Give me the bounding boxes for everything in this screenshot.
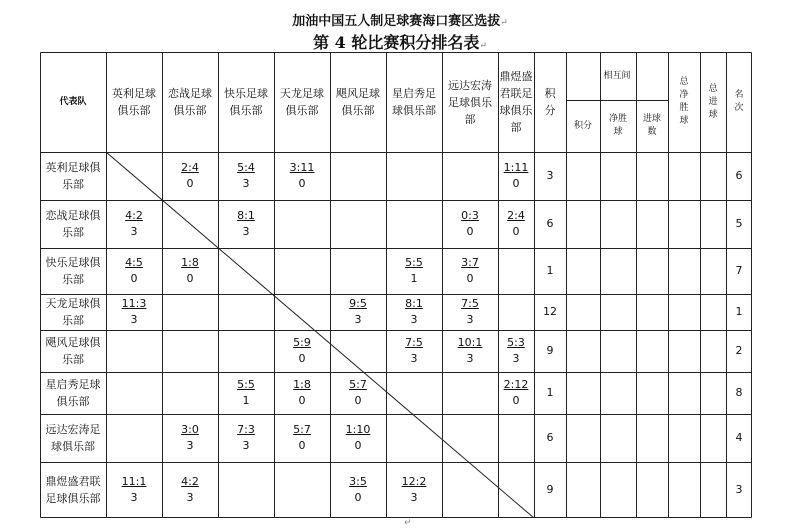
- row-points-value: 3: [546, 169, 554, 182]
- header-team-name: 鼎煜盛君联足球俱乐部: [499, 70, 533, 134]
- match-points: 3: [242, 439, 250, 452]
- match-points: 0: [466, 225, 474, 238]
- header-team-name: 天龙足球俱乐部: [280, 87, 324, 117]
- row-rank-value: 6: [735, 169, 743, 182]
- row-team-label: 恋战足球俱乐部: [45, 209, 101, 239]
- match-score: 1:10: [345, 423, 371, 436]
- match-score: 4:2: [125, 209, 143, 222]
- row-points-value: 9: [546, 483, 554, 496]
- row-points-value: 1: [546, 264, 554, 277]
- row-team-label: 远达宏涛足球俱乐部: [45, 423, 101, 453]
- match-points: 0: [298, 394, 306, 407]
- match-points: 0: [354, 394, 362, 407]
- row-rank-value: 2: [735, 344, 743, 357]
- header-h2h-sub-label: 进球数: [642, 114, 661, 137]
- match-score: 7:3: [237, 423, 255, 436]
- match-score: 5:9: [293, 336, 311, 349]
- match-score: 3:11: [289, 161, 315, 174]
- match-score: 5:3: [507, 336, 525, 349]
- match-score: 5:7: [293, 423, 311, 436]
- match-score: 9:5: [349, 297, 367, 310]
- match-score: 2:12: [503, 378, 529, 391]
- match-points: 3: [186, 439, 194, 452]
- header-team-name: 远达宏涛足球俱乐部: [448, 78, 492, 126]
- row-team-label: 英利足球俱乐部: [45, 161, 101, 191]
- header-team-name: 快乐足球俱乐部: [224, 87, 268, 117]
- header-h2h-label: 相互间: [603, 70, 631, 81]
- document-title: 加油中国五人制足球赛海口赛区选拔↵: [292, 14, 508, 29]
- table-gridlines: [40, 52, 752, 518]
- match-points: 3: [130, 491, 138, 504]
- row-rank-value: 5: [735, 217, 743, 230]
- match-points: 0: [130, 272, 138, 285]
- document-subtitle: 第 4 轮比赛积分排名表↵: [313, 33, 487, 52]
- match-score: 8:1: [405, 297, 423, 310]
- row-rank-value: 3: [735, 483, 743, 496]
- header-team-name: 星启秀足球俱乐部: [392, 87, 436, 117]
- match-score: 7:5: [461, 297, 479, 310]
- row-points-value: 6: [546, 217, 554, 230]
- row-team-label: 星启秀足球俱乐部: [45, 378, 101, 408]
- header-h2h-sub-label: 积分: [573, 120, 592, 131]
- match-score: 3:7: [461, 256, 479, 269]
- match-points: 3: [410, 491, 418, 504]
- match-points: 0: [186, 272, 194, 285]
- match-points: 0: [354, 491, 362, 504]
- match-score: 1:8: [293, 378, 311, 391]
- row-points-value: 9: [546, 344, 554, 357]
- header-rank-label: 名次: [734, 90, 744, 113]
- paragraph-mark: ↵: [404, 518, 412, 528]
- match-points: 3: [242, 225, 250, 238]
- match-score: 4:2: [181, 475, 199, 488]
- match-points: 0: [466, 272, 474, 285]
- match-points: 1: [410, 272, 418, 285]
- header-h2h-sub-label: 净胜球: [608, 114, 627, 137]
- match-points: 3: [130, 225, 138, 238]
- match-score: 5:4: [237, 161, 255, 174]
- row-points-value: 12: [543, 305, 557, 318]
- header-total-gd-label: 总净胜球: [679, 77, 689, 126]
- match-points: 0: [512, 225, 520, 238]
- match-score: 5:5: [405, 256, 423, 269]
- header-team-name: 英利足球俱乐部: [112, 87, 156, 117]
- row-team-label: 快乐足球俱乐部: [45, 256, 101, 286]
- match-points: 1: [242, 394, 250, 407]
- match-score: 1:11: [503, 161, 529, 174]
- match-points: 0: [512, 394, 520, 407]
- match-score: 2:4: [181, 161, 199, 174]
- match-score: 2:4: [507, 209, 525, 222]
- row-rank-value: 8: [735, 386, 743, 399]
- match-score: 5:7: [349, 378, 367, 391]
- match-score: 4:5: [125, 256, 143, 269]
- header-team-name: 恋战足球俱乐部: [168, 87, 212, 117]
- match-points: 3: [410, 313, 418, 326]
- match-score: 11:1: [121, 475, 147, 488]
- header-team-label: 代表队: [59, 96, 87, 107]
- row-points-value: 1: [546, 386, 554, 399]
- match-points: 0: [512, 177, 520, 190]
- match-points: 0: [298, 177, 306, 190]
- match-points: 3: [186, 491, 194, 504]
- match-points: 0: [186, 177, 194, 190]
- row-team-label: 飓风足球俱乐部: [45, 336, 101, 366]
- match-points: 3: [130, 313, 138, 326]
- row-points-value: 6: [546, 431, 554, 444]
- standings-table: [40, 52, 752, 518]
- match-points: 3: [466, 313, 474, 326]
- match-points: 3: [242, 177, 250, 190]
- match-score: 7:5: [405, 336, 423, 349]
- row-rank-value: 1: [735, 305, 743, 318]
- header-total-goals-label: 总进球: [708, 83, 718, 120]
- match-score: 8:1: [237, 209, 255, 222]
- row-team-label: 天龙足球俱乐部: [45, 297, 101, 327]
- row-rank-value: 7: [735, 264, 743, 277]
- match-points: 3: [354, 313, 362, 326]
- header-team-name: 飓风足球俱乐部: [336, 87, 380, 117]
- match-points: 3: [466, 352, 474, 365]
- match-score: 3:0: [181, 423, 199, 436]
- header-points-label: 积分: [544, 87, 556, 117]
- match-points: 0: [298, 352, 306, 365]
- row-team-label: 鼎煜盛君联足球俱乐部: [45, 475, 101, 505]
- row-rank-value: 4: [735, 431, 743, 444]
- match-score: 12:2: [401, 475, 427, 488]
- match-points: 3: [410, 352, 418, 365]
- match-score: 11:3: [121, 297, 147, 310]
- match-score: 1:8: [181, 256, 199, 269]
- match-points: 0: [298, 439, 306, 452]
- match-score: 3:5: [349, 475, 367, 488]
- diagonal-line: [106, 152, 534, 518]
- match-score: 0:3: [461, 209, 479, 222]
- match-points: 3: [512, 352, 520, 365]
- match-points: 0: [354, 439, 362, 452]
- match-score: 10:1: [457, 336, 483, 349]
- match-score: 5:5: [237, 378, 255, 391]
